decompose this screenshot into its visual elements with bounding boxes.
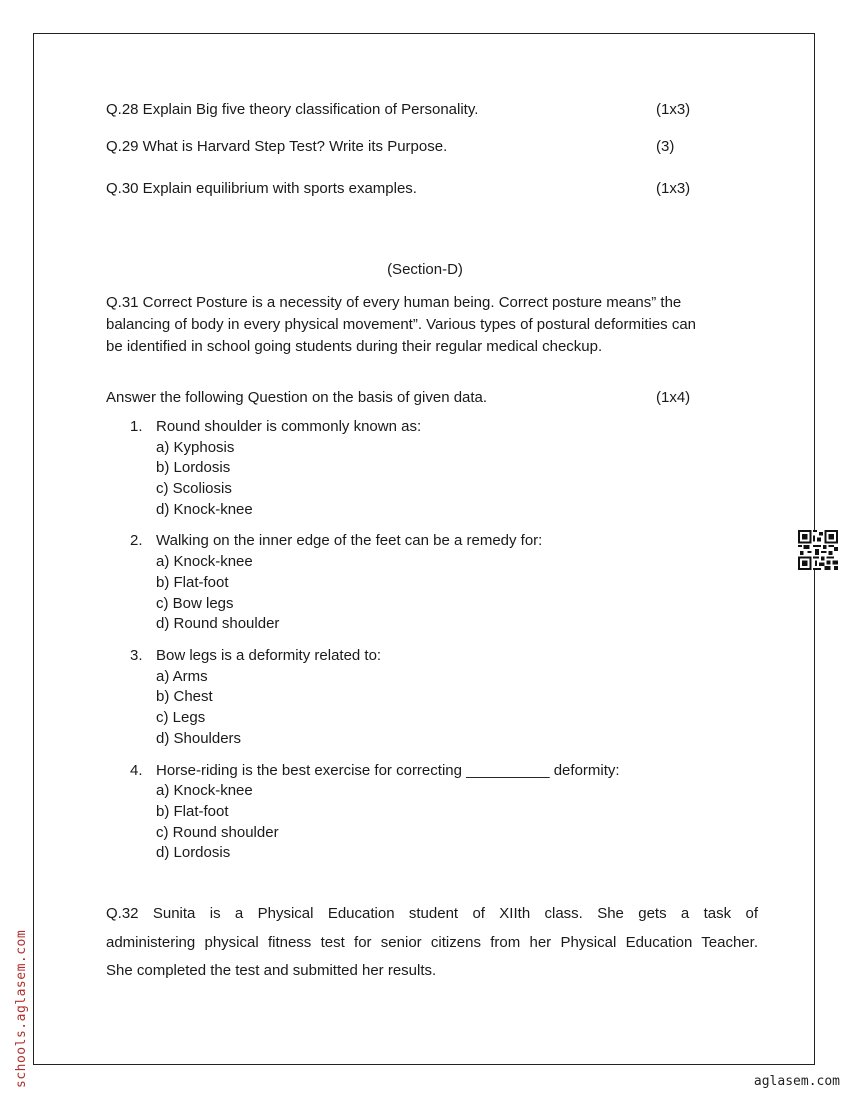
question-31-line-2: balancing of body in every physical movement”. Various types of postural deformities can [106, 316, 697, 333]
subquestion-2-text: Walking on the inner edge of the feet can be a remedy for: [156, 532, 543, 549]
subquestion-3-number: 3. [130, 647, 143, 664]
question-31-instruction: Answer the following Question on the basis of given data. [106, 389, 488, 406]
question-29-marks: (3) [656, 138, 675, 155]
subquestion-1-text: Round shoulder is commonly known as: [156, 418, 422, 435]
question-30-marks: (1x3) [656, 180, 691, 197]
section-heading: (Section-D) [387, 261, 463, 278]
subquestion-3-option-b: b) Chest [156, 688, 213, 705]
subquestion-2-option-b: b) Flat-foot [156, 574, 229, 591]
side-watermark: schools.aglasem.com [14, 929, 29, 1088]
subquestion-3-option-d: d) Shoulders [156, 730, 242, 747]
question-30: Q.30 Explain equilibrium with sports examples. [106, 180, 417, 197]
subquestion-1-number: 1. [130, 418, 143, 435]
question-32-line-2: administering physical fitness test for senior citizens from her Physical Education Teacher. [106, 933, 758, 951]
qr-code-icon [798, 530, 838, 570]
question-28: Q.28 Explain Big five theory classification of Personality. [106, 101, 479, 118]
subquestion-4-text: Horse-riding is the best exercise for correcting __________ deformity: [156, 762, 620, 779]
question-31-line-3: be identified in school going students during their regular medical checkup. [106, 338, 603, 355]
question-28-marks: (1x3) [656, 101, 691, 118]
question-32 [106, 900, 758, 986]
subquestion-1-option-b: b) Lordosis [156, 459, 231, 476]
subquestion-1-option-c: c) Scoliosis [156, 480, 232, 497]
question-32-line-3: She completed the test and submitted her results. [106, 962, 437, 979]
subquestion-2-option-d: d) Round shoulder [156, 615, 280, 632]
subquestion-1-option-a: a) Kyphosis [156, 439, 235, 456]
subquestion-2-option-c: c) Bow legs [156, 595, 234, 612]
subquestion-2-option-a: a) Knock-knee [156, 553, 253, 570]
question-31-marks: (1x4) [656, 389, 691, 406]
subquestion-2-number: 2. [130, 532, 143, 549]
subquestion-4-number: 4. [130, 762, 143, 779]
subquestion-4-option-c: c) Round shoulder [156, 824, 279, 841]
subquestion-1-option-d: d) Knock-knee [156, 501, 253, 518]
subquestion-3-option-a: a) Arms [156, 668, 208, 685]
subquestion-3-option-c: c) Legs [156, 709, 206, 726]
subquestion-3-text: Bow legs is a deformity related to: [156, 647, 382, 664]
subquestion-4-option-b: b) Flat-foot [156, 803, 229, 820]
question-31-line-1: Q.31 Correct Posture is a necessity of every human being. Correct posture means” the [106, 294, 682, 311]
subquestion-4-option-a: a) Knock-knee [156, 782, 253, 799]
bottom-watermark: aglasem.com [753, 1074, 840, 1089]
subquestion-4-option-d: d) Lordosis [156, 844, 231, 861]
question-29: Q.29 What is Harvard Step Test? Write its Purpose. [106, 138, 448, 155]
question-32-line-1: Q.32 Sunita is a Physical Education student of XIIth class. She gets a task of [106, 905, 758, 922]
